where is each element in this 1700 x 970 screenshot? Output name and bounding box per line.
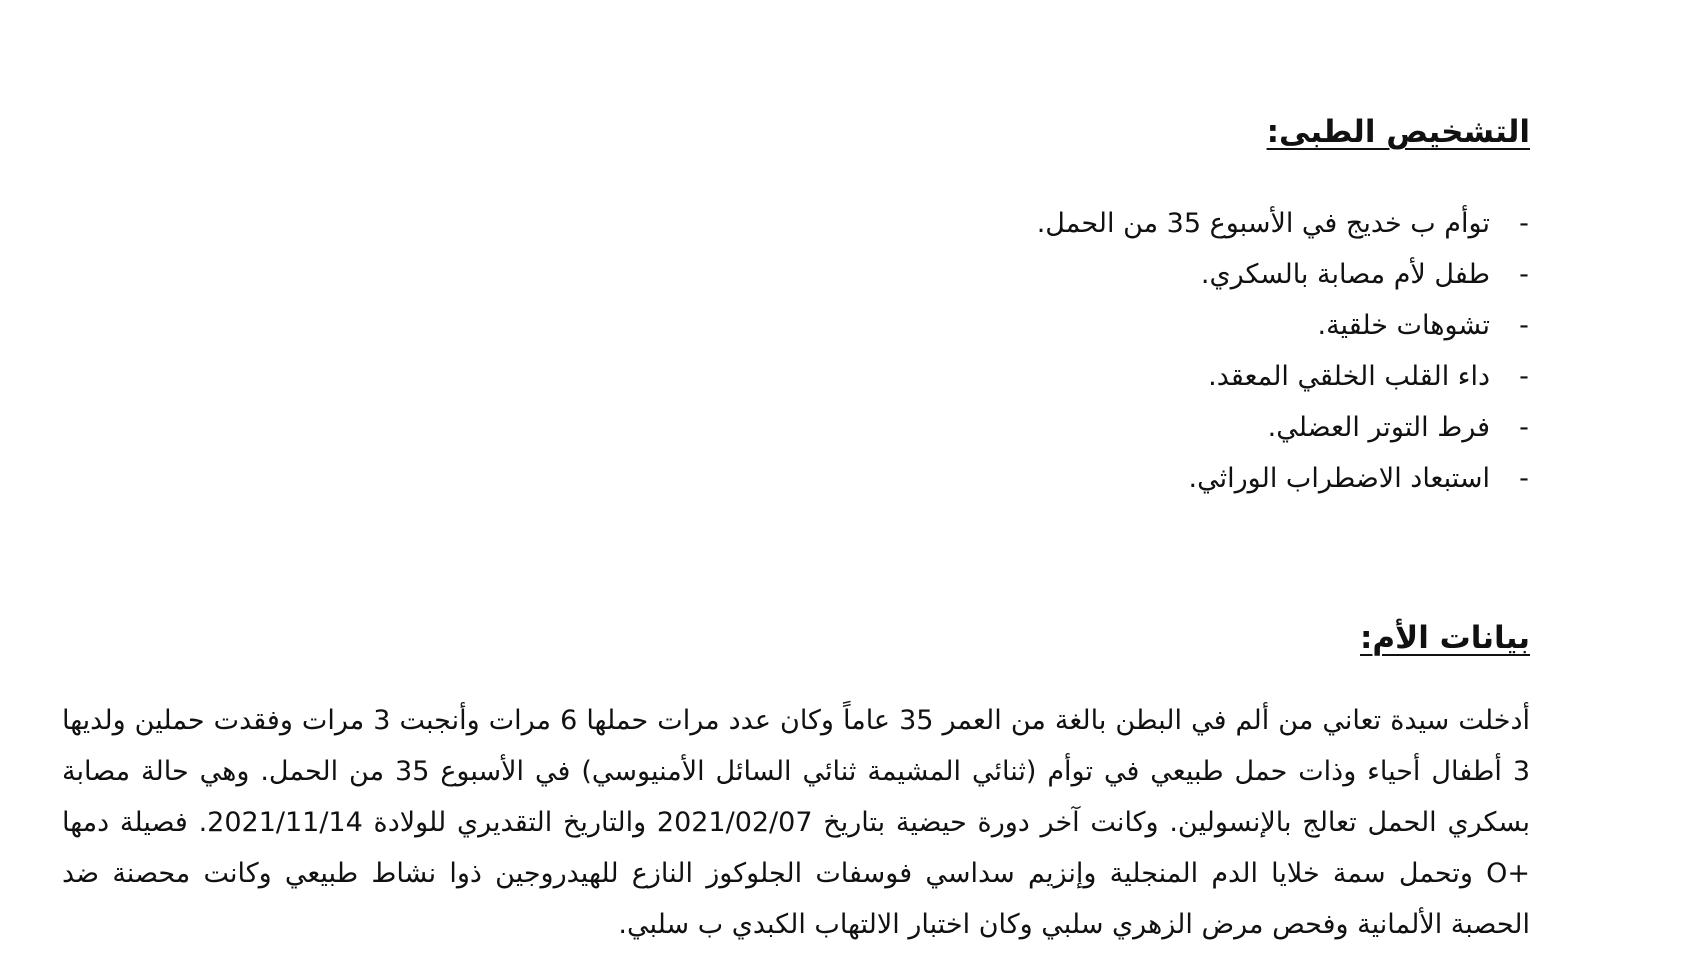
diagnosis-item-text: فرط التوتر العضلي. — [1267, 412, 1490, 443]
diagnosis-heading: التشخيص الطبى: — [1266, 114, 1530, 150]
bullet-dash: - — [1519, 412, 1529, 443]
list-item — [1037, 249, 1540, 300]
mother-data-heading: بيانات الأم: — [1360, 620, 1530, 656]
bullet-dash: - — [1519, 463, 1529, 494]
list-item — [1037, 198, 1540, 249]
list-item — [1037, 402, 1540, 453]
bullet-dash: - — [1519, 361, 1529, 392]
diagnosis-item-text: تشوهات خلقية. — [1317, 310, 1490, 341]
mother-data-paragraph: أدخلت سيدة تعاني من ألم في البطن بالغة من العمر 35 عاماً وكان عدد مرات حملها 6 مرات وأنجبت 3 مرات وفقدت حملين ولديها 3 أطفال أحياء وذات حمل طبيعي في توأم (ثنائي المشيمة ثنائي السائل الأمنيوسي) في الأسبوع 35 من الحمل. وهي حالة مصابة بسكري الحمل تعالج بالإنسولين. وكانت آخر دورة حيضية بتاريخ 2021/02/07 والتاريخ التقديري للولادة 2021/11/14. فصيلة دمها +O وتحمل سمة خلايا الدم المنجلية وإنزيم سداسي فوسفات الجلوكوز النازع للهيدروجين ذوا نشاط طبيعي وكانت محصنة ضد الحصبة الألمانية وفحص مرض الزهري سلبي وكان اختبار الالتهاب الكبدي ب سلبي. — [62, 705, 1531, 940]
bullet-dash: - — [1519, 310, 1529, 341]
bullet-dash: - — [1519, 208, 1529, 239]
diagnosis-item-text: طفل لأم مصابة بالسكري. — [1200, 259, 1490, 290]
diagnosis-item-text: استبعاد الاضطراب الوراثي. — [1188, 463, 1490, 494]
diagnosis-item-text: توأم ب خديج في الأسبوع 35 من الحمل. — [1036, 208, 1490, 239]
diagnosis-item-text: داء القلب الخلقي المعقد. — [1208, 361, 1490, 392]
list-item — [1037, 300, 1540, 351]
list-item — [1037, 351, 1540, 402]
diagnosis-list — [1037, 198, 1540, 504]
bullet-dash: - — [1519, 259, 1529, 290]
list-item — [1037, 453, 1540, 504]
